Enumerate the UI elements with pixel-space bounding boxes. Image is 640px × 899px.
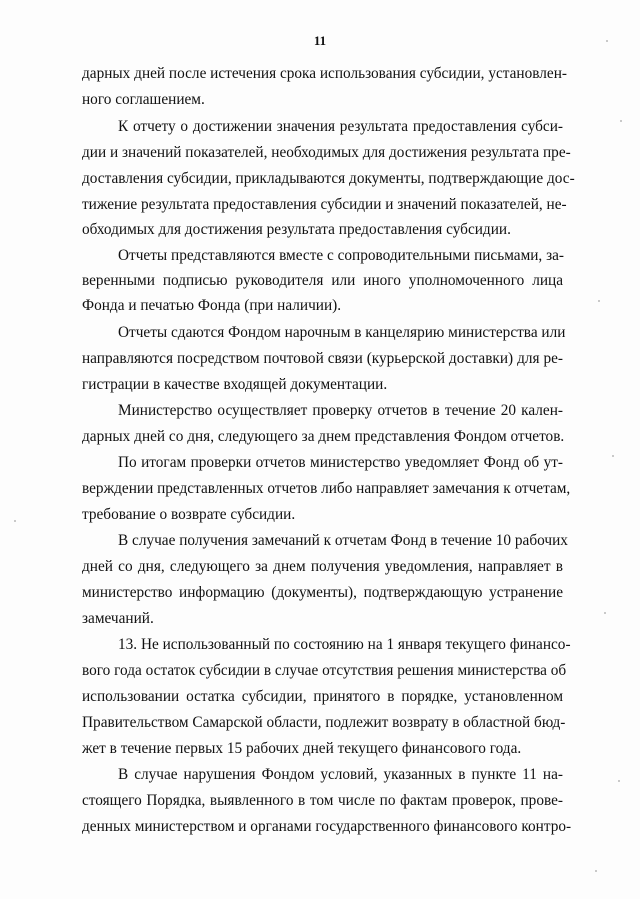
text-line: дии и значений показателей, необходимых для достижения результата пре- [82, 144, 571, 161]
text-line: вого года остаток субсидии в случае отсутствия решения министерства об [82, 662, 567, 679]
text-line: жет в течение первых 15 рабочих дней текущего финансового года. [82, 740, 522, 757]
text-line: Министерство осуществляет проверку отчетов в течение 20 кален- [118, 402, 563, 419]
text-line: К отчету о достижении значения результата предоставления субси- [118, 118, 563, 135]
page-number: 11 [313, 33, 327, 48]
text-line: тижение результата предоставления субсидии и значений показателей, не- [82, 196, 567, 213]
text-line: гистрации в качестве входящей документации. [82, 376, 388, 393]
text-line: доставления субсидии, прикладываются документы, подтверждающие дос- [82, 170, 575, 187]
text-line: использовании остатка субсидии, принятого в порядке, установленном [82, 688, 563, 705]
text-line: веренными подписью руководителя или иного уполномоченного лица [82, 272, 563, 289]
text-line: По итогам проверки отчетов министерство уведомляет Фонд об ут- [118, 454, 563, 471]
text-line: Фонда и печатью Фонда (при наличии). [82, 297, 342, 314]
text-line: требование о возврате субсидии. [82, 506, 296, 523]
text-line: В случае нарушения Фондом условий, указанных в пункте 11 на- [118, 766, 563, 783]
scan-speck [595, 870, 597, 872]
text-line: верждении представленных отчетов либо направляет замечания к отчетам, [82, 480, 571, 497]
scan-speck [604, 612, 606, 614]
text-line: денных министерством и органами государственного финансового контро- [82, 818, 572, 835]
scan-speck [620, 120, 622, 122]
text-line: 13. Не использованный по состоянию на 1 января текущего финансо- [118, 636, 571, 653]
text-line: направляются посредством почтовой связи (курьерской доставки) для ре- [82, 350, 563, 367]
scan-speck [606, 40, 608, 42]
text-line: дарных дней после истечения срока использования субсидии, установлен- [82, 65, 567, 82]
text-line: ного соглашением. [82, 91, 205, 108]
scan-speck [612, 455, 614, 457]
text-line: министерство информацию (документы), подтверждающую устранение [82, 584, 563, 601]
scan-speck [14, 520, 16, 522]
text-line: дней со дня, следующего за днем получения уведомления, направляет в [82, 558, 563, 575]
text-line: Отчеты сдаются Фондом нарочным в канцелярию министерства или [118, 324, 566, 341]
scan-speck [618, 780, 620, 782]
text-line: замечаний. [82, 610, 154, 627]
scan-speck [598, 300, 600, 302]
text-line: обходимых для достижения результата предоставления субсидии. [82, 221, 511, 238]
text-line: Отчеты представляются вместе с сопроводительными письмами, за- [118, 247, 565, 264]
text-line: дарных дней со дня, следующего за днем представления Фондом отчетов. [82, 428, 565, 445]
text-line: Правительством Самарской области, подлежит возврату в областной бюд- [82, 714, 566, 731]
text-line: стоящего Порядка, выявленного в том числе по фактам проверок, прове- [82, 792, 563, 809]
text-line: В случае получения замечаний к отчетам Фонд в течение 10 рабочих [118, 532, 568, 549]
